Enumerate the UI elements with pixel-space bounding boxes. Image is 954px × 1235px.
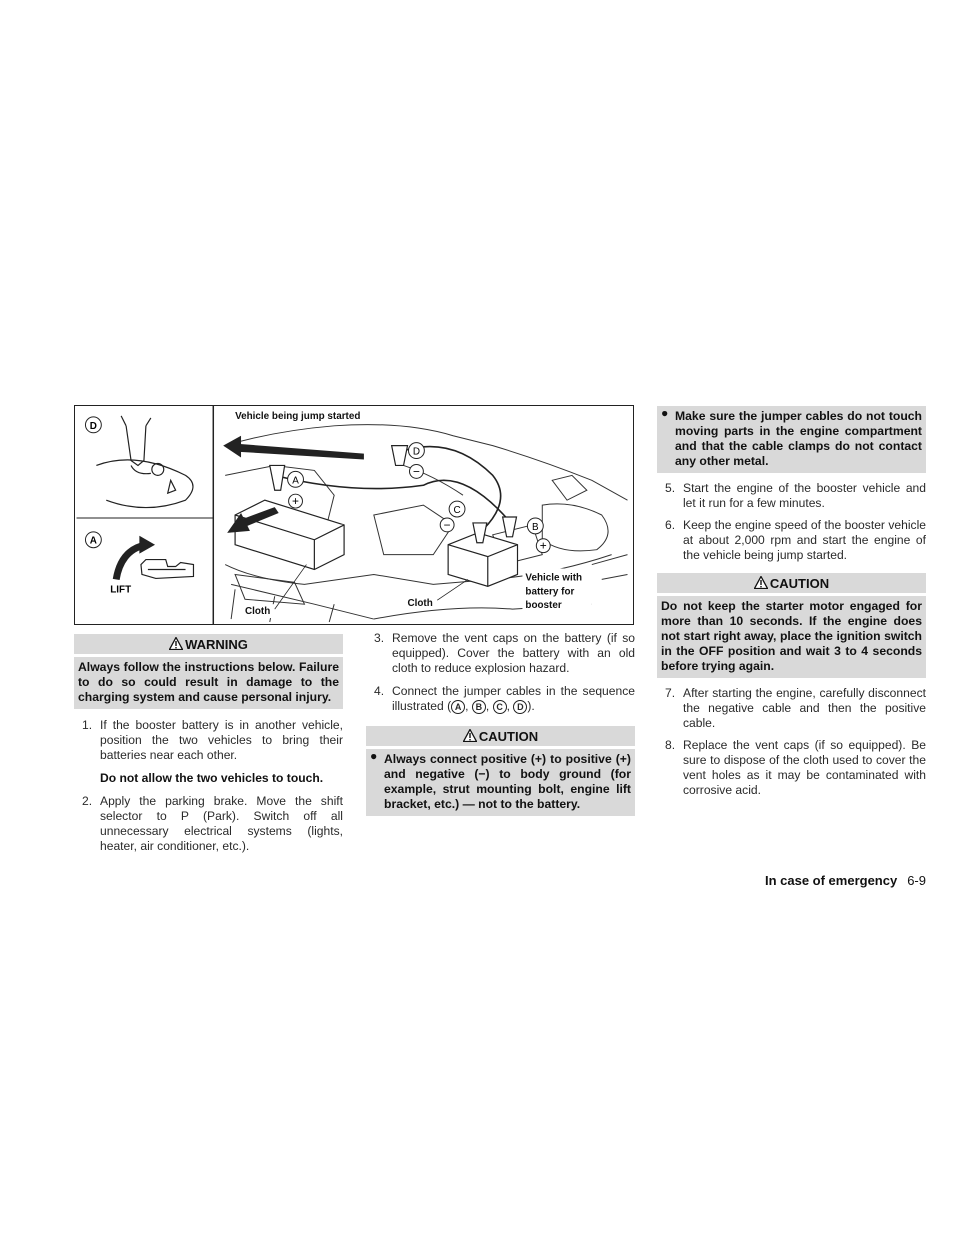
step-1 [74,718,343,763]
page-footer [765,873,926,888]
label-booster-2: battery for [525,586,575,598]
step-4: 4. Connect the jumper cables in the sequence illustrated ( A , B , C , D ). [374,684,635,713]
step-number: 6. [665,518,676,532]
step-number: 4. [374,684,385,698]
label-plus-a: + [292,494,300,509]
label-cloth-right: Cloth [407,598,433,610]
warning-title: WARNING [185,637,248,652]
label-booster-3: booster [525,600,562,612]
step-number: 8. [665,738,676,752]
warning-triangle-icon [754,576,768,589]
caution-2-header [657,573,926,593]
warning-triangle-icon [169,637,183,650]
warning-header [74,634,343,654]
label-lift: LIFT [110,584,132,596]
label-b: B [532,521,539,533]
label-minus-d: − [412,464,420,479]
jumper-cable-note [657,406,926,473]
step-text: Start the engine of the booster vehicle and let it run for a few minutes. [683,481,926,510]
step-number: 2. [82,794,93,808]
step-5 [657,481,926,511]
caution-1-body [366,749,635,816]
seq-end: ). [527,699,535,713]
caution-2-body: Do not keep the starter motor engaged for more than 10 seconds. If the engine does not start right away, place the ignition switch in the OFF position and wait 3 to 4 seconds before trying again. [657,596,926,678]
seq-letter-c: C [493,700,507,714]
bullet-dot: ● [661,406,669,420]
label-d-left: D [89,420,97,432]
step-text: Remove the vent caps on the battery (if so equipped). Cover the battery with an old cloth to reduce explosion hazard. [392,631,635,675]
step-number: 7. [665,686,676,700]
step-text: Apply the parking brake. Move the shift selector to P (Park). Switch off all unnecessary electrical systems (lights, heater, air conditioner, etc.). [100,794,343,853]
label-a-left: A [89,535,97,547]
bullet-dot: ● [370,749,378,763]
step-7 [657,686,926,731]
inset-a-lift-drawing [116,537,193,580]
column-2 [366,631,635,816]
label-cloth-left: Cloth [245,606,271,618]
caution-1-header [366,726,635,746]
step-number: 1. [82,718,93,732]
step-6 [657,518,926,563]
label-minus-c: − [443,517,451,532]
warning-triangle-icon [463,729,477,742]
caution-2-title: CAUTION [769,576,830,591]
step-number: 5. [665,481,676,495]
arrow-vehicle-jump [235,444,364,460]
label-vehicle-jump: Vehicle being jump started [235,410,361,422]
label-a: A [292,475,299,487]
label-c: C [453,505,461,517]
jumper-cable-note-text: Make sure the jumper cables do not touch moving parts in the engine compartment and that the cable clamps do not contact any other metal. [675,409,922,468]
step-2 [74,794,343,854]
seq-letter-d: D [513,700,527,714]
inset-d-clamp-drawing [96,416,193,508]
label-booster-1: Vehicle with [525,572,583,584]
step-text: After starting the engine, carefully disconnect the negative cable and then the positive cable. [683,686,926,730]
jump-start-illustration [74,405,634,625]
seq-letter-b: B [472,700,486,714]
step-1-note: Do not allow the two vehicles to touch. [100,771,324,785]
footer-section: In case of emergency [764,873,898,888]
step-8 [657,738,926,798]
step-text: Connect the jumper cables in the sequence illustrated ( [392,684,635,713]
step-text: Keep the engine speed of the booster vehicle at about 2,000 rpm and start the engine of the vehicle being jump started. [683,518,926,562]
column-3 [657,406,926,798]
step-text: Replace the vent caps (if so equipped). Be sure to dispose of the cloth used to cover the vent holes as it may be contaminated with corrosive acid. [683,738,926,797]
label-plus-b: + [539,538,547,553]
step-number: 3. [374,631,385,645]
label-d: D [412,446,421,458]
page-number: 6-9 [907,873,926,888]
caution-1-title: CAUTION [478,729,539,744]
seq-letter-a: A [451,700,465,714]
caution-1-text: Always connect positive (+) to positive (+) and negative (−) to body ground (for example, strut mounting bolt, engine lift bracket, etc.) — not to the battery. [384,752,631,811]
dead-battery [235,500,344,569]
step-3 [366,631,635,676]
step-text: If the booster battery is in another vehicle, position the two vehicles to bring their batteries near each other. [100,718,343,762]
warning-body: Always follow the instructions below. Failure to do so could result in damage to the charging system and cause personal injury. [74,657,343,709]
column-1 [74,634,343,854]
